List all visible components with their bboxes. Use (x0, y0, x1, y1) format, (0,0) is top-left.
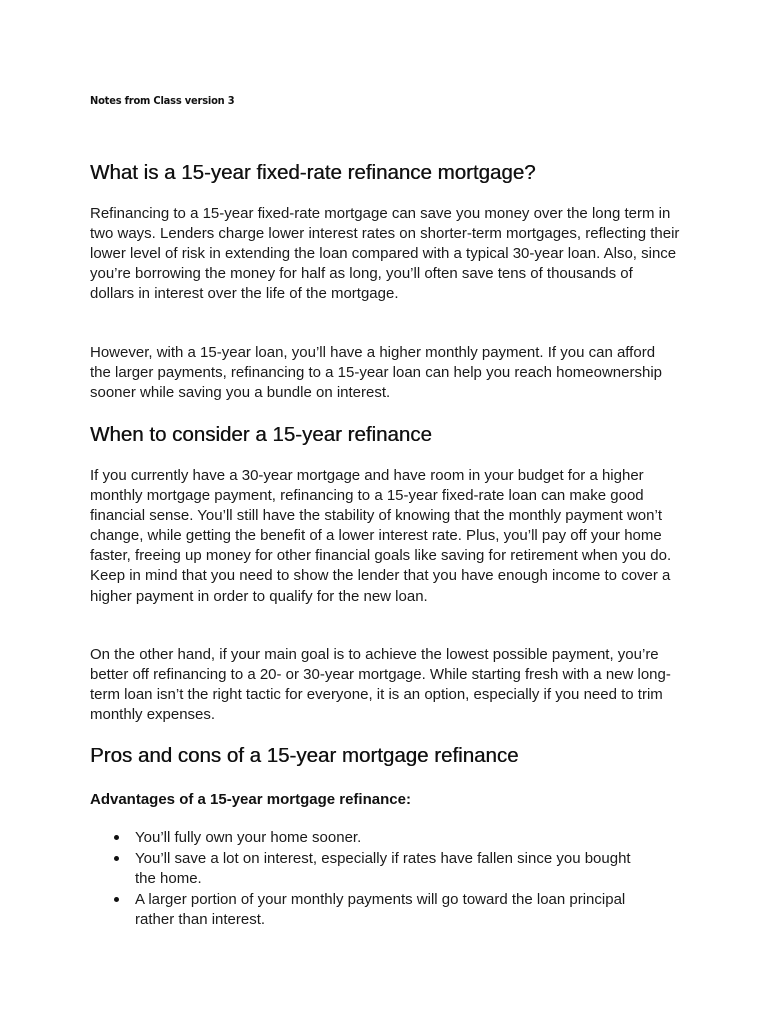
paragraph-other-hand: On the other hand, if your main goal is to achieve the lowest possible payment, you’re better off refinancing to a 20- or 30-year mortgage. While starting fresh with a new long-term loan isn’t the right tactic for everyone, it is an option, especially if you need to trim monthly expenses. (90, 646, 671, 724)
paragraph-higher-payment: However, with a 15-year loan, you’ll have a higher monthly payment. If you can afford the larger payments, refinancing to a 15-year loan can help you reach homeownership sooner while saving you a bundle on interest. (90, 344, 663, 402)
advantages-subheading: Advantages of a 15-year mortgage refinance: (90, 791, 411, 808)
section-heading-when-to-consider: When to consider a 15-year refinance (90, 423, 432, 446)
bullet-icon (114, 897, 119, 902)
class-note-label: Notes from Class version 3 (90, 94, 235, 107)
list-item (90, 849, 650, 890)
paragraph-fixed-rate-intro: Refinancing to a 15-year fixed-rate mortgage can save you money over the long term in two ways. Lenders charge lower interest rates on shorter-term mortgages, reflecting their lower level of risk in extending the loan compared with a typical 30-year loan. Also, since you’re borrowing the money for half as long, you’ll often save tens of thousands of dollars in interest over the life of the mortgage. (90, 205, 680, 303)
list-item-text: You’ll save a lot on interest, especially if rates have fallen since you bought the home. (135, 849, 631, 887)
list-item-text: A larger portion of your monthly payments will go toward the loan principal rather than interest. (135, 890, 626, 928)
section-heading-pros-cons: Pros and cons of a 15-year mortgage refinance (90, 744, 519, 767)
paragraph-when-to-consider: If you currently have a 30-year mortgage and have room in your budget for a higher monthly mortgage payment, refinancing to a 15-year fixed-rate loan can make good financial sense. You’ll still have the stability of knowing that the monthly payment won’t change, while getting the benefit of a lower interest rate. Plus, you’ll pay off your home faster, freeing up money for other financial goals like saving for retirement when you do. Keep in mind that you need to show the lender that you have enough income to cover a higher payment in order to qualify for the new loan. (90, 467, 672, 605)
list-item (90, 828, 650, 849)
section-heading-fixed-rate: What is a 15-year fixed-rate refinance mortgage? (90, 161, 536, 184)
advantages-list (90, 828, 650, 931)
bullet-icon (114, 856, 119, 861)
bullet-icon (114, 835, 119, 840)
list-item-text: You’ll fully own your home sooner. (135, 829, 362, 846)
list-item (90, 890, 650, 931)
